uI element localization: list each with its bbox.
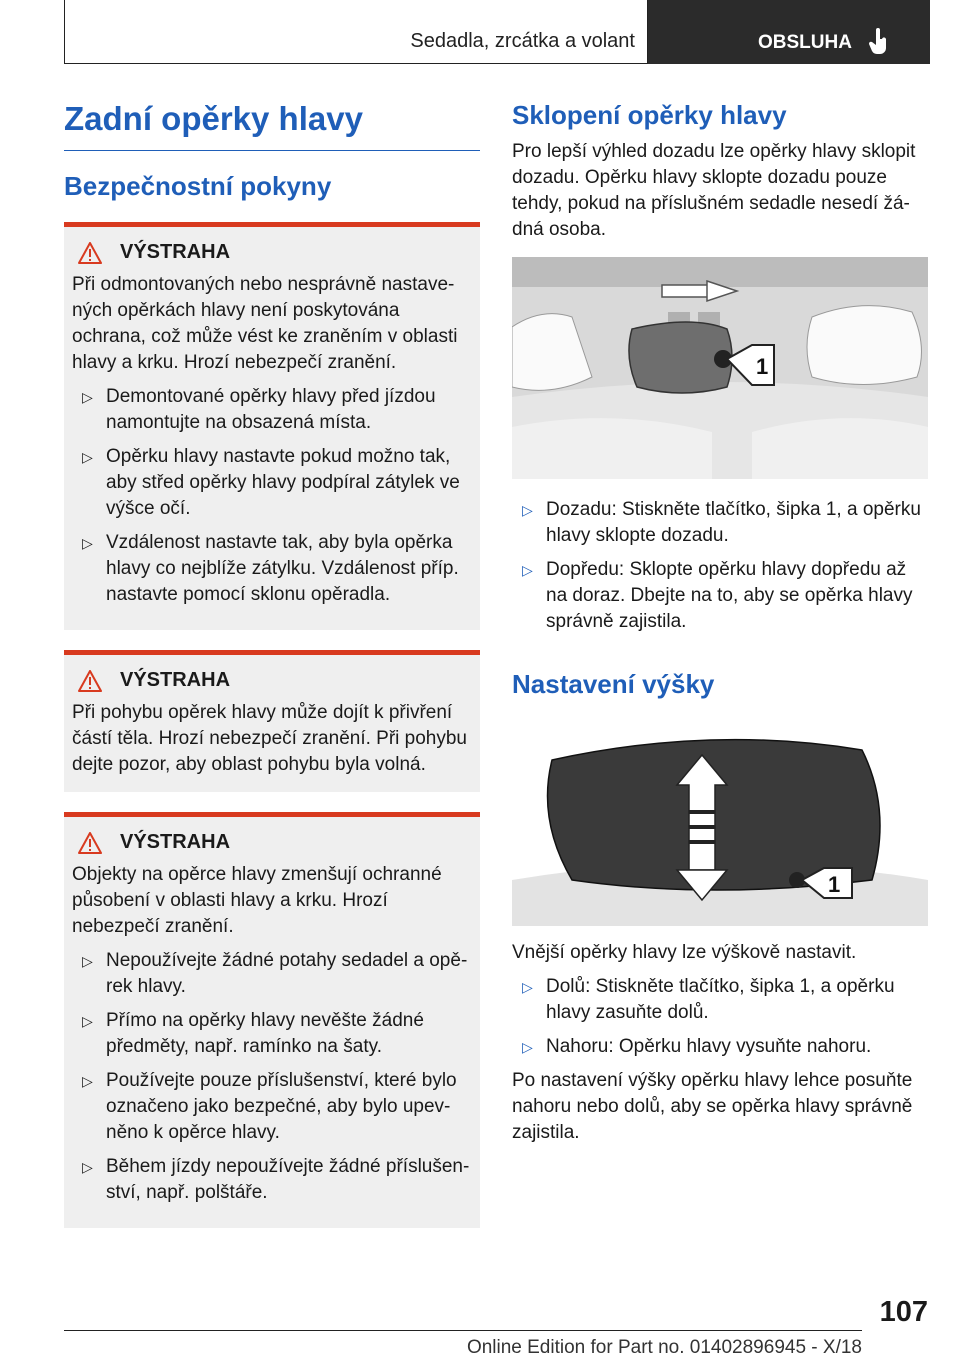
- list-item: ▷ Opěrku hlavy nastavte pokud možno tak, aby střed opěrky hlavy podpíral zátylek ve výšce očí.: [82, 446, 460, 519]
- warning-text: Objekty na opěrce hlavy zmenšují ochranné působení v oblasti hlavy a krku. Hrozí nebezpečí zranění.: [72, 864, 442, 937]
- warning-triangle-icon: [78, 670, 102, 692]
- list-item: ▷ Nepoužívejte žádné potahy sedadel a opěrek hlavy.: [82, 950, 468, 997]
- section-heading: Bezpečnostní pokyny: [64, 171, 332, 201]
- headrest-height-illustration: [512, 730, 928, 926]
- warning-triangle-icon: [78, 242, 102, 264]
- chapter-tab: [648, 0, 930, 64]
- warning-label: VÝSTRAHA: [120, 241, 231, 263]
- section-heading: Nastavení výšky: [512, 669, 715, 699]
- warning-label: VÝSTRAHA: [120, 669, 231, 691]
- warning-triangle-icon: [78, 832, 102, 854]
- callout-label: 1: [756, 354, 769, 379]
- page-title: Zadní opěrky hlavy: [64, 100, 480, 151]
- bullet-triangle-icon: ▷: [82, 535, 93, 551]
- hand-pointer-icon: [868, 28, 890, 54]
- page-number: 107: [879, 1296, 928, 1328]
- bullet-triangle-icon: ▷: [522, 1039, 533, 1055]
- warning-box: [64, 812, 480, 1228]
- warning-bullets: [72, 948, 472, 1206]
- fold-bullets: [512, 497, 928, 635]
- warning-label: VÝSTRAHA: [120, 831, 231, 853]
- bullet-triangle-icon: ▷: [82, 953, 93, 969]
- height-bullets: [512, 974, 928, 1060]
- list-item: ▷ Dozadu: Stiskněte tlačítko, šipka 1, a opěrku hlavy sklopte dozadu.: [522, 499, 921, 546]
- bullet-triangle-icon: ▷: [522, 979, 533, 995]
- warning-header: [72, 669, 472, 692]
- warning-text: Při odmontovaných nebo nesprávně nastavených opěrkách hlavy není poskytována ochrana, což může vést ke zraněním v oblasti hlavy a krku. Hrozí nebezpečí zranění.: [72, 274, 458, 373]
- section-title: Sedadla, zrcátka a volant: [64, 0, 648, 64]
- bullet-triangle-icon: ▷: [82, 389, 93, 405]
- list-item: ▷ Dolů: Stiskněte tlačítko, šipka 1, a opěrku hlavy zasuňte dolů.: [522, 976, 895, 1023]
- warning-header: [72, 831, 472, 854]
- bullet-triangle-icon: ▷: [82, 1013, 93, 1029]
- list-item: ▷ Používejte pouze příslušenství, které bylo označeno jako bezpečné, aby bylo upevněno k opěrce hlavy.: [82, 1070, 457, 1143]
- list-item: ▷ Přímo na opěrky hlavy nevěšte žádné předměty, např. ramínko na šaty.: [82, 1010, 424, 1057]
- right-column: [512, 100, 928, 1146]
- list-item: ▷ Během jízdy nepoužívejte žádné příslušenství, např. polštáře.: [82, 1156, 470, 1203]
- bullet-triangle-icon: ▷: [82, 1159, 93, 1175]
- bullet-triangle-icon: ▷: [522, 502, 533, 518]
- list-item: ▷ Demontované opěrky hlavy před jízdou namontujte na obsazená místa.: [82, 386, 436, 433]
- bullet-triangle-icon: ▷: [82, 449, 93, 465]
- list-item: ▷ Dopředu: Sklopte opěrku hlavy dopředu až na doraz. Dbejte na to, aby se opěrka hlavy správně zajistila.: [522, 559, 913, 632]
- warning-header: [72, 241, 472, 264]
- left-column: [64, 100, 480, 1228]
- page-header: [64, 0, 930, 64]
- warning-bullets: [72, 384, 472, 608]
- warning-box: [64, 222, 480, 630]
- bullet-triangle-icon: ▷: [82, 1073, 93, 1089]
- bullet-triangle-icon: ▷: [522, 562, 533, 578]
- section-heading: Sklopení opěrky hlavy: [512, 100, 787, 130]
- warning-box: [64, 650, 480, 792]
- callout-label: 1: [828, 872, 841, 897]
- list-item: ▷ Vzdálenost nastavte tak, aby byla opěrka hlavy co nejblíže zátylku. Vzdálenost příp. nastavte pomocí sklonu opěradla.: [82, 532, 459, 605]
- chapter-title: OBSLUHA: [758, 32, 852, 53]
- list-item: ▷ Nahoru: Opěrku hlavy vysuňte nahoru.: [512, 1034, 928, 1060]
- warning-text: Při pohybu opěrek hlavy může dojít k přivření částí těla. Hrozí nebezpečí zranění. Při pohybu dejte pozor, aby oblast pohybu byla volná.: [72, 702, 467, 775]
- headrest-fold-illustration: [512, 257, 928, 479]
- paragraph: Pro lepší výhled dozadu lze opěrky hlavy sklopit dozadu. Opěrku hlavy sklopte dozadu pouze tehdy, pokud na příslušném sedadle nesedí žádná osoba.: [512, 141, 916, 240]
- footer-edition: Online Edition for Part no. 01402896945 - X/18: [64, 1330, 862, 1359]
- paragraph: Po nastavení výšky opěrku hlavy lehce posuňte nahoru nebo dolů, aby se opěrka hlavy správně zajistila.: [512, 1070, 913, 1143]
- paragraph: Vnější opěrky hlavy lze výškově nastavit.: [512, 942, 857, 963]
